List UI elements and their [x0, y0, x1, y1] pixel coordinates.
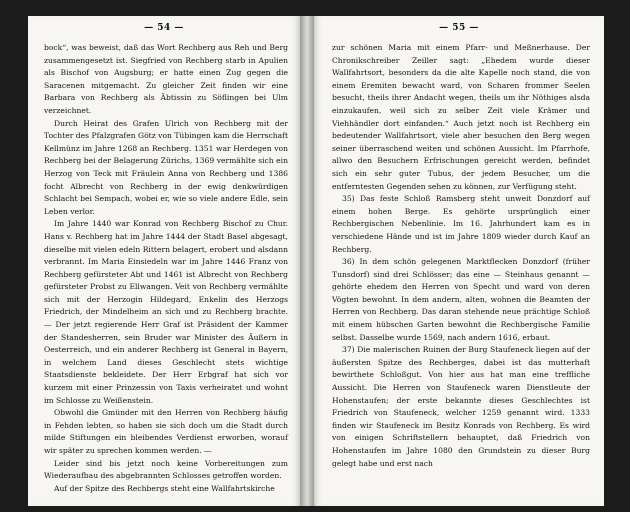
paragraph: bock“, was beweist, daß das Wort Rechberg aus Reh und Berg zusammengesetzt ist. Siegfried von Rechberg starb in Apulien als Bischof von Augsburg; er hatte einen Zug gegen die Saracenen mitgemacht. Zu gleicher Zeit finden wir eine Barbara von Rechberg als Äbtissin zu Söflingen bei Ulm verzeichnet. [44, 43, 288, 115]
paragraph: Durch Heirat des Grafen Ulrich von Rechberg mit der Tochter des Pfalzgrafen Götz von Tübingen kam die Herrschaft Kellmünz im Jahre 1268 an Rechberg. 1351 war Herdegen von Rechberg bei der Belagerung Zürichs, 1369 vermählte sich ein Herzog von Teck mit Fräulein Anna von Rechberg und 1386 focht Albrecht von Rechberg in der ewig denkwürdigen Schlacht bei Sempach, wobei er, wie so viele andere Edle, sein Leben verlor. [44, 118, 288, 216]
paragraph: Im Jahre 1440 war Konrad von Rechberg Bischof zu Chur. Hans v. Rechberg hat im Jahre 1444 der Stadt Basel abgesagt, dieselbe mit vielen edeln Rittern belagert, erobert und alsdann verbrannt. Im Maria Einsiedeln war im Jahre 1446 Franz von Rechberg gefürsteter Abt und 1461 ist Albrecht von Rechberg gefürsteter Probst zu Ellwangen. Veit von Rechberg vermählte sich mit der Herzogin Hildegard, Enkelin des Herzogs Friedrich, der Mindelheim an sich und zu Rechberg brachte. — Der jetzt regierende Herr Graf ist Präsident der Kammer der Standesherren, sein Bruder war Minister des Äußern in Oesterreich, und ein anderer Rechberg ist General in Bayern, in welchem Land dieses Geschlecht stets wichtige Staatsdienste bekleidete. Der Herr Erbgraf hat sich vor kurzem mit einer Prinzessin von Taxis verheiratet und wohnt im Schlosse zu Weißenstein. [44, 219, 288, 405]
left-page-text [44, 42, 288, 495]
right-page [314, 16, 604, 506]
paragraph: Obwohl die Gmünder mit den Herren von Rechberg häufig in Fehden lebten, so haben sie sich doch um die Stadt durch milde Stiftungen ein bleibendes Verdienst erworben, worauf wir später zu sprechen kommen werden. — [44, 408, 288, 455]
left-page [28, 16, 300, 506]
paragraph: Auf der Spitze des Rechbergs steht eine Wallfahrtskirche [54, 483, 275, 493]
book-gutter [300, 16, 314, 506]
right-page-text [332, 42, 590, 470]
paragraph: 35) Das feste Schloß Ramsberg steht unweit Donzdorf auf einem hohen Berge. Es gehörte ursprünglich einer Rechbergischen Nebenlinie. Im 16. Jahrhundert kam es in verschiedene Hände und ist im Jahre 1809 wieder durch Kauf an Rechberg. [332, 194, 590, 254]
page-number-55: — 55 — [439, 23, 479, 33]
paragraph: zur schönen Maria mit einem Pfarr- und Meßnerhause. Der Chronikschreiber Zeiller sagt: „Ehedem wurde dieser Wallfahrtsort, besonders da die alte Kapelle noch stand, die von einem Eremiten bewacht ward, von Scharen frommer Seelen besucht, theils ihrer Andacht wegen, theils um ihr Nöthiges alsda einzukaufen, weil sich zu selber Zeit viele Krämer und Viehhändler dort einfanden.“ Auch jetzt noch ist Rechberg ein bedeutender Wallfahrtsort, viele aber besuchen den Berg wegen seiner überraschend weiten und schönen Aussicht. Im Pfarrhofe, allwo den Besuchern Erfrischungen gereicht werden, befindet sich ein sehr guter Tubus, der jedem Besucher, um die entferntesten Gegenden sehen zu können, zur Verfügung steht. [332, 43, 590, 191]
page-number-54: — 54 — [144, 23, 184, 33]
paragraph: 37) Die malerischen Ruinen der Burg Staufeneck liegen auf der äußersten Spitze des Rechberges, dabei ist das mutterhaft bewirthete Schloßgut. Von hier aus hat man eine treffliche Aussicht. Die Herren von Staufeneck waren Dienstleute der Hohenstaufen; der erste bekannte dieses Geschlechtes ist Friedrich von Staufeneck, welcher 1259 genannt wird. 1333 finden wir Staufeneck im Besitz Konrads von Rechberg. Es wird von einigen Schriftstellern behauptet, daß Friedrich von Hohenstaufen im Jahre 1080 den Grundstein zu dieser Burg gelegt habe und erst nach [332, 345, 590, 468]
paragraph: 36) In dem schön gelegenen Marktflecken Donzdorf (früher Tunsdorf) sind drei Schlösser; das eine — Steinhaus genannt — gehörte ehedem den Herren von Specht und ward von deren Vögten bewohnt. In dem andern, alten, wohnen die Beamten der Herren von Rechberg. Das daran stehende neue prächtige Schloß mit einem hübschen Garten bewohnt die Rechbergische Familie selbst. Dasselbe wurde 1569, nach andern 1616, erbaut. [332, 257, 590, 342]
paragraph: Leider sind bis jetzt noch keine Vorbereitungen zum Wiederaufbau des abgebrannten Schlosses getroffen worden. [44, 458, 288, 481]
